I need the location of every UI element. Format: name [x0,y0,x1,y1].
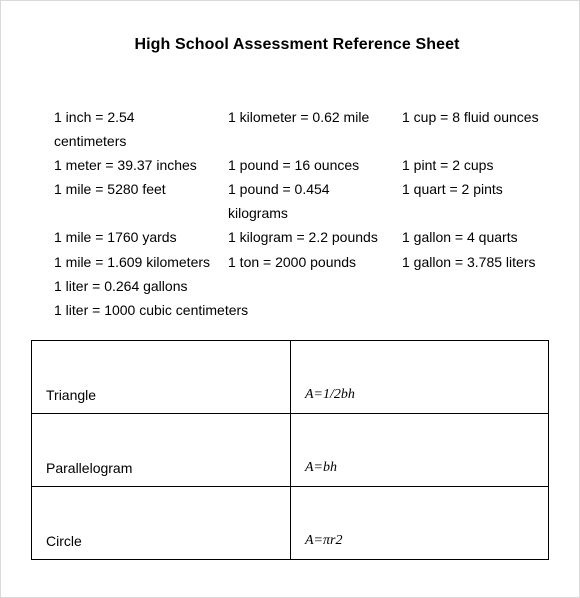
conversion-mile-feet: 1 mile = 5280 feet [54,181,166,197]
formula: A=bh [305,460,337,475]
conversion-pound-kg: 1 pound = 0.454 [228,181,330,197]
table-row [32,341,549,414]
conversion-quart-pints: 1 quart = 2 pints [402,181,503,197]
formula-cell [291,341,549,414]
shape-name: Circle [46,533,82,549]
conversion-liter-cc: 1 liter = 1000 cubic centimeters [54,302,249,318]
formula-cell [291,487,549,560]
conversion-mile-km: 1 mile = 1.609 kilometers [54,254,211,270]
conversion-km-mile: 1 kilometer = 0.62 mile [228,109,370,125]
formula-cell [291,414,549,487]
conversion-mile-yards: 1 mile = 1760 yards [54,229,177,245]
conversion-gallon-liters: 1 gallon = 3.785 liters [402,254,536,270]
shape-cell [32,341,291,414]
conversion-pound-kg-cont: kilograms [228,205,288,221]
conversion-inch-cm: 1 inch = 2.54 [54,109,135,125]
conversion-ton-pounds: 1 ton = 2000 pounds [228,254,357,270]
conversion-inch-cm-cont: centimeters [54,133,127,149]
conversion-pint-cups: 1 pint = 2 cups [402,157,494,173]
shape-cell [32,487,291,560]
page-title: High School Assessment Reference Sheet [134,36,460,53]
shape-name: Parallelogram [46,460,133,476]
conversion-meter-inches: 1 meter = 39.37 inches [54,157,197,173]
conversion-liter-gallons: 1 liter = 0.264 gallons [54,278,188,294]
shape-name: Triangle [46,387,97,403]
conversion-kg-pounds: 1 kilogram = 2.2 pounds [228,229,378,245]
shape-cell [32,414,291,487]
conversion-gallon-quarts: 1 gallon = 4 quarts [402,229,518,245]
conversion-cup-ounces: 1 cup = 8 fluid ounces [402,109,539,125]
area-formulas-table [31,340,549,560]
table-row [32,414,549,487]
conversion-pound-ounces: 1 pound = 16 ounces [228,157,360,173]
formula: A=1/2bh [305,387,355,402]
table-row [32,487,549,560]
formula: A=πr2 [305,533,343,548]
